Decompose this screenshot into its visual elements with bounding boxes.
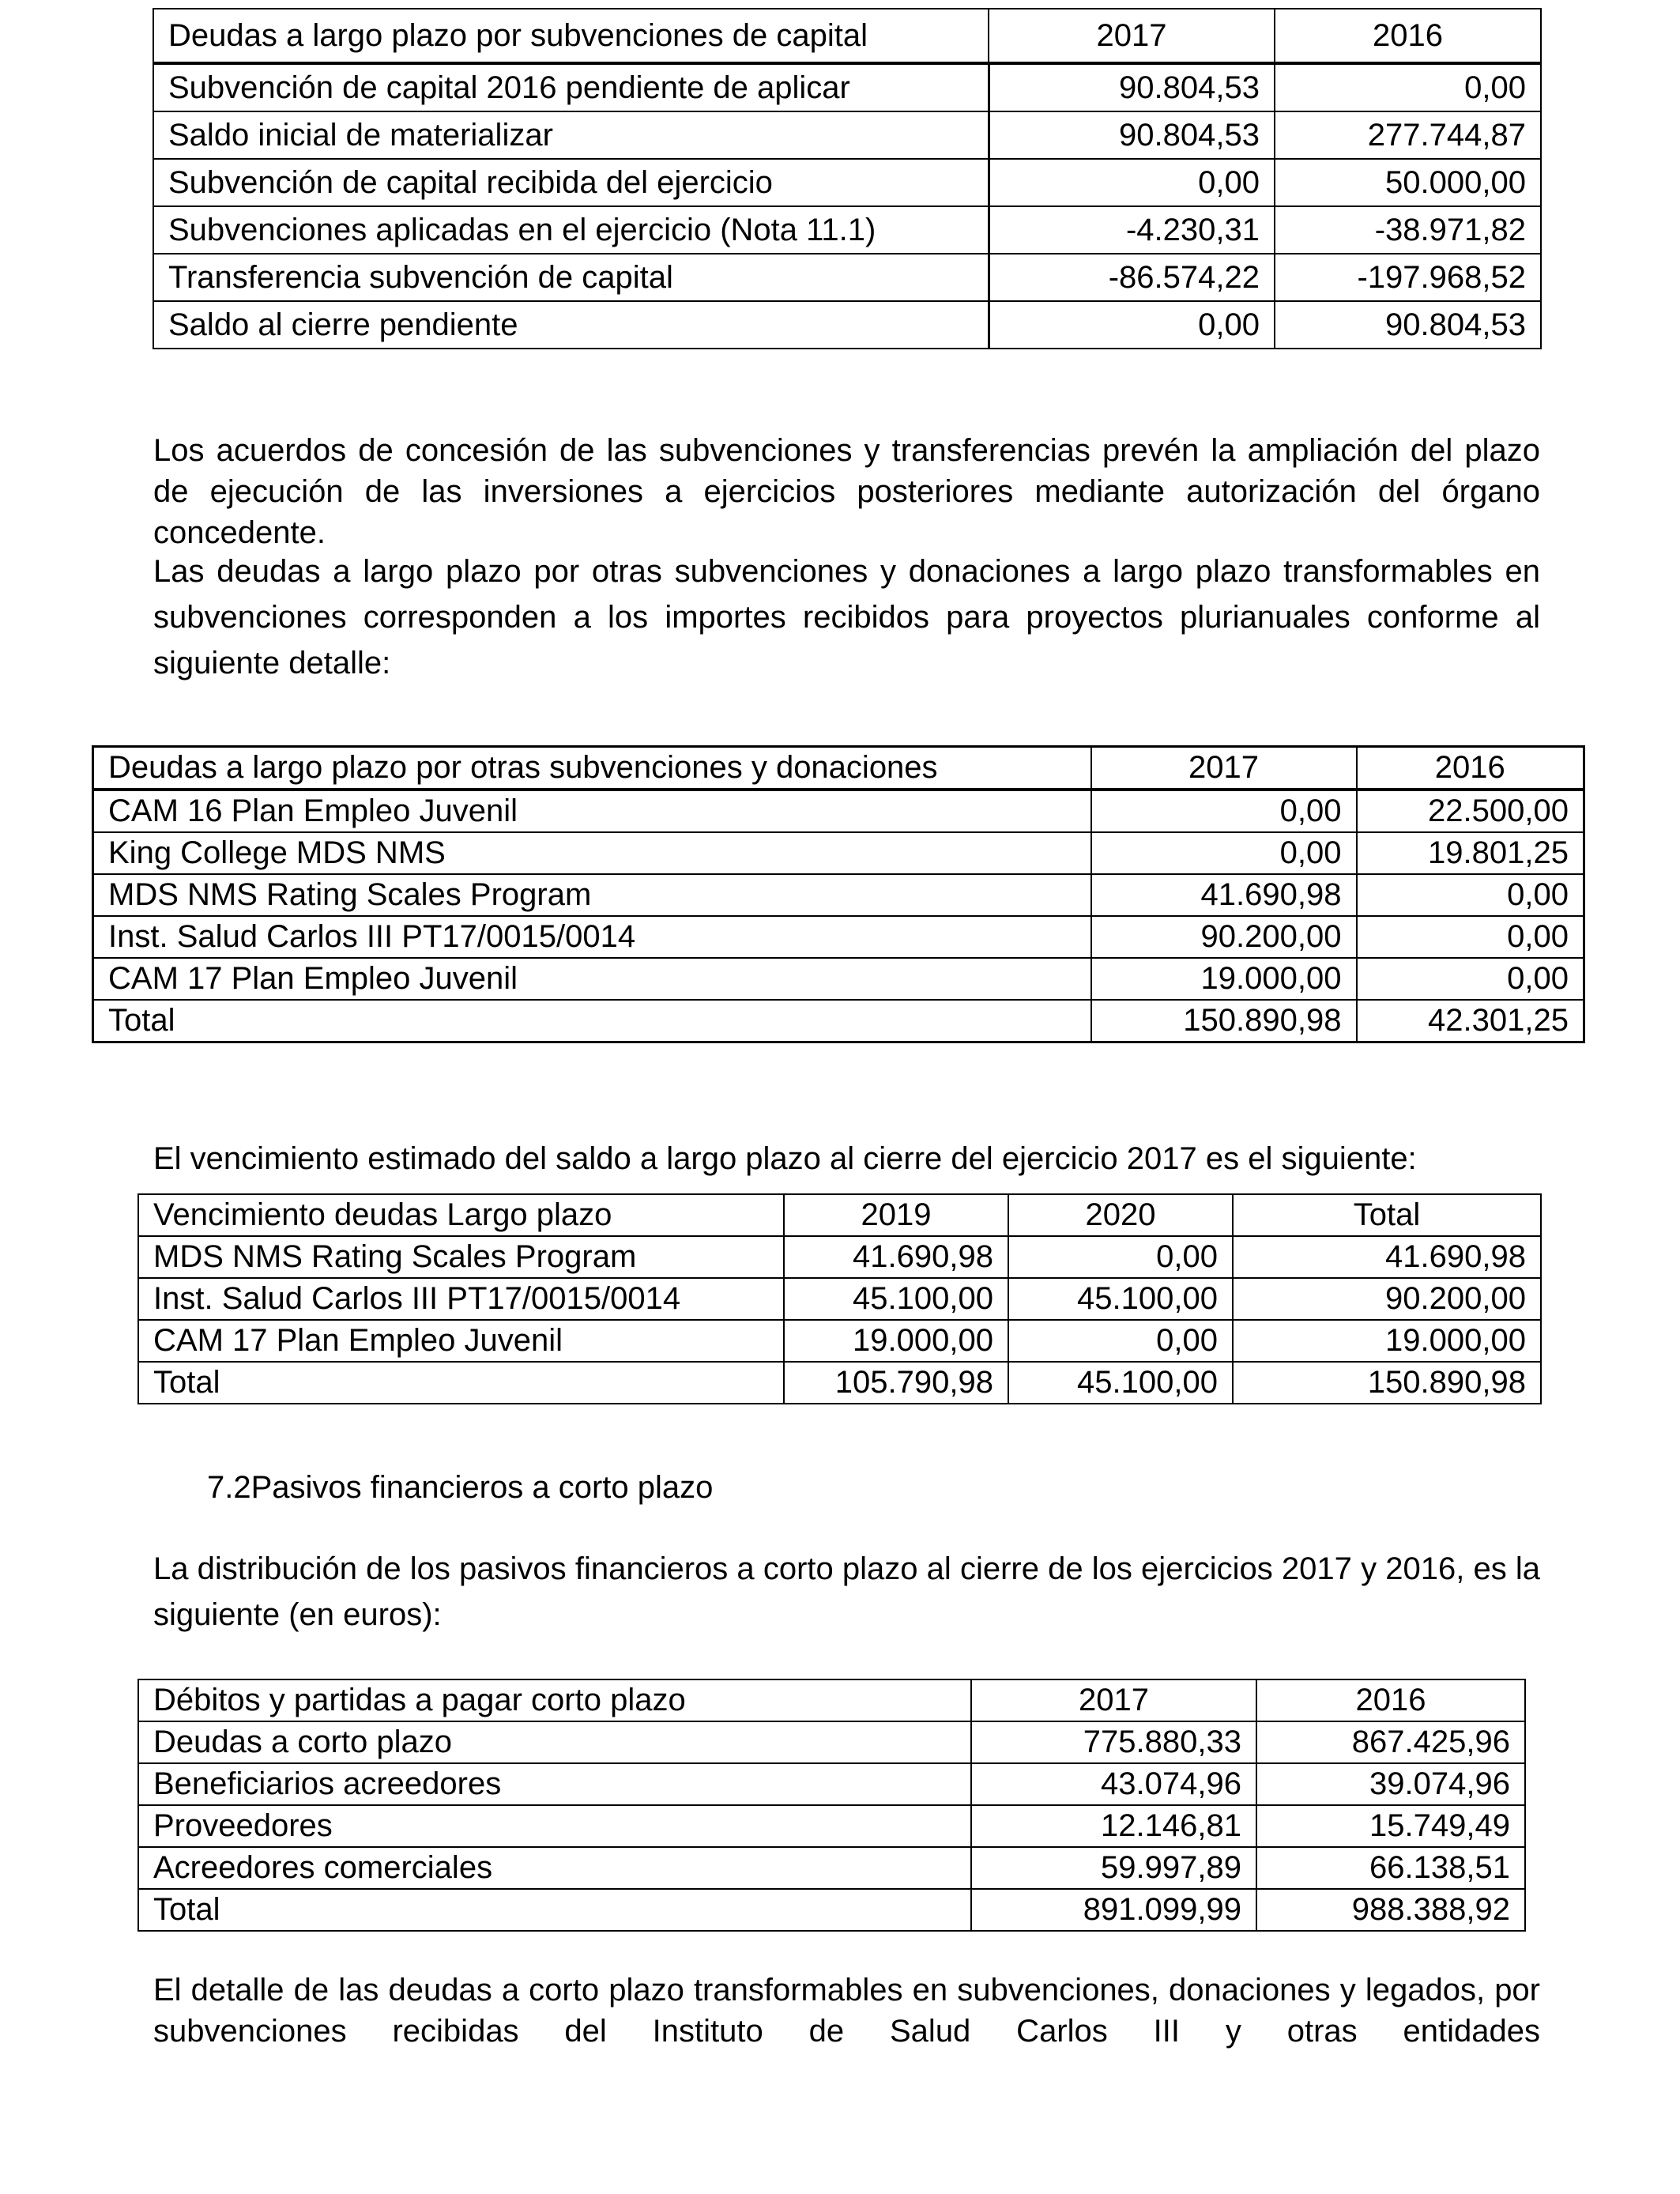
value-cell: 0,00 (1091, 790, 1357, 832)
header-cell: 2017 (989, 9, 1275, 63)
table-row (93, 874, 1584, 916)
table-row (93, 832, 1584, 874)
table-header-row (153, 9, 1541, 63)
value-cell: 22.500,00 (1357, 790, 1584, 832)
value-cell: 12.146,81 (971, 1805, 1256, 1847)
table-header-row (93, 747, 1584, 790)
value-cell: -197.968,52 (1275, 254, 1541, 301)
value-cell: 45.100,00 (1008, 1278, 1233, 1320)
value-cell: 775.880,33 (971, 1721, 1256, 1763)
value-cell: 988.388,92 (1256, 1889, 1525, 1931)
value-cell: 59.997,89 (971, 1847, 1256, 1889)
row-label: Subvenciones aplicadas en el ejercicio (Nota 11.1) (153, 206, 989, 254)
header-cell: 2017 (1091, 747, 1357, 790)
value-cell: 150.890,98 (1091, 1000, 1357, 1042)
row-label: Inst. Salud Carlos III PT17/0015/0014 (93, 916, 1091, 958)
table-row (93, 916, 1584, 958)
value-cell: 19.000,00 (1233, 1320, 1541, 1362)
header-cell: Vencimiento deudas Largo plazo (138, 1194, 784, 1236)
value-cell: -86.574,22 (989, 254, 1275, 301)
header-cell: 2016 (1275, 9, 1541, 63)
table-row (138, 1278, 1541, 1320)
table-row (153, 206, 1541, 254)
row-label: Total (138, 1362, 784, 1404)
header-cell: Total (1233, 1194, 1541, 1236)
table-header-row (138, 1679, 1525, 1721)
table-row (153, 301, 1541, 349)
value-cell: 0,00 (1357, 916, 1584, 958)
row-label: Saldo al cierre pendiente (153, 301, 989, 349)
table-row (138, 1320, 1541, 1362)
table-row (153, 63, 1541, 111)
table-row (153, 111, 1541, 159)
table-row (93, 790, 1584, 832)
table-debitos-corto-plazo (137, 1679, 1526, 1932)
section-title: Pasivos financieros a corto plazo (250, 1470, 714, 1505)
row-label: Total (138, 1889, 971, 1931)
value-cell: 41.690,98 (1091, 874, 1357, 916)
value-cell: 0,00 (1008, 1236, 1233, 1278)
value-cell: 105.790,98 (784, 1362, 1008, 1404)
header-cell: Deudas a largo plazo por subvenciones de capital (153, 9, 989, 63)
table-otras-subvenciones (92, 745, 1585, 1043)
value-cell: 15.749,49 (1256, 1805, 1525, 1847)
header-cell: Deudas a largo plazo por otras subvenciones y donaciones (93, 747, 1091, 790)
table-row (93, 958, 1584, 1000)
value-cell: 19.000,00 (1091, 958, 1357, 1000)
table-row (138, 1721, 1525, 1763)
row-label: Transferencia subvención de capital (153, 254, 989, 301)
value-cell: 0,00 (1008, 1320, 1233, 1362)
table-row (153, 254, 1541, 301)
row-label: MDS NMS Rating Scales Program (93, 874, 1091, 916)
table-row (138, 1236, 1541, 1278)
value-cell: 0,00 (1357, 874, 1584, 916)
value-cell: 43.074,96 (971, 1763, 1256, 1805)
row-label: Subvención de capital 2016 pendiente de aplicar (153, 63, 989, 111)
value-cell: 90.804,53 (989, 111, 1275, 159)
value-cell: 19.000,00 (784, 1320, 1008, 1362)
section-heading (207, 1470, 713, 1506)
paragraph-ampliacion-plazo: Los acuerdos de concesión de las subvenciones y transferencias prevén la ampliación del plazo de ejecución de las inversiones a ejercicios posteriores mediante autorización del órgano concedente. (153, 433, 1540, 550)
value-cell: 45.100,00 (784, 1278, 1008, 1320)
table-row (153, 159, 1541, 206)
row-label: Subvención de capital recibida del ejercicio (153, 159, 989, 206)
row-label: CAM 16 Plan Empleo Juvenil (93, 790, 1091, 832)
value-cell: 45.100,00 (1008, 1362, 1233, 1404)
row-label: Deudas a corto plazo (138, 1721, 971, 1763)
table-row (138, 1362, 1541, 1404)
section-number: 7.2 (207, 1470, 251, 1505)
row-label: Proveedores (138, 1805, 971, 1847)
table-row (138, 1805, 1525, 1847)
value-cell: 50.000,00 (1275, 159, 1541, 206)
value-cell: 19.801,25 (1357, 832, 1584, 874)
paragraph-detalle-deudas: El detalle de las deudas a corto plazo transformables en subvenciones, donaciones y legados, por subvenciones recibidas del Instituto de Salud Carlos III y otras entidades (153, 1973, 1540, 2049)
value-cell: 0,00 (989, 301, 1275, 349)
value-cell: 41.690,98 (784, 1236, 1008, 1278)
value-cell: 90.200,00 (1233, 1278, 1541, 1320)
header-cell: 2020 (1008, 1194, 1233, 1236)
header-cell: 2019 (784, 1194, 1008, 1236)
value-cell: 90.200,00 (1091, 916, 1357, 958)
value-cell: -4.230,31 (989, 206, 1275, 254)
row-label: King College MDS NMS (93, 832, 1091, 874)
value-cell: 90.804,53 (989, 63, 1275, 111)
row-label: Inst. Salud Carlos III PT17/0015/0014 (138, 1278, 784, 1320)
value-cell: 0,00 (1275, 63, 1541, 111)
value-cell: 90.804,53 (1275, 301, 1541, 349)
table-row (138, 1847, 1525, 1889)
header-cell: 2016 (1357, 747, 1584, 790)
row-label: Acreedores comerciales (138, 1847, 971, 1889)
paragraph-distribucion: La distribución de los pasivos financieros a corto plazo al cierre de los ejercicios 2017 y 2016, es la siguiente (en euros): (153, 1551, 1540, 1632)
header-cell: 2016 (1256, 1679, 1525, 1721)
value-cell: 39.074,96 (1256, 1763, 1525, 1805)
value-cell: 277.744,87 (1275, 111, 1541, 159)
value-cell: 0,00 (1357, 958, 1584, 1000)
value-cell: 41.690,98 (1233, 1236, 1541, 1278)
value-cell: 42.301,25 (1357, 1000, 1584, 1042)
paragraph-vencimiento: El vencimiento estimado del saldo a largo plazo al cierre del ejercicio 2017 es el siguiente: (153, 1141, 1417, 1176)
value-cell: 867.425,96 (1256, 1721, 1525, 1763)
row-label: Saldo inicial de materializar (153, 111, 989, 159)
header-cell: 2017 (971, 1679, 1256, 1721)
row-label: Total (93, 1000, 1091, 1042)
value-cell: 0,00 (989, 159, 1275, 206)
row-label: Beneficiarios acreedores (138, 1763, 971, 1805)
table-row (93, 1000, 1584, 1042)
table-row (138, 1763, 1525, 1805)
value-cell: -38.971,82 (1275, 206, 1541, 254)
row-label: CAM 17 Plan Empleo Juvenil (138, 1320, 784, 1362)
value-cell: 0,00 (1091, 832, 1357, 874)
value-cell: 66.138,51 (1256, 1847, 1525, 1889)
header-cell: Débitos y partidas a pagar corto plazo (138, 1679, 971, 1721)
row-label: CAM 17 Plan Empleo Juvenil (93, 958, 1091, 1000)
paragraph-otras-subvenciones: Las deudas a largo plazo por otras subvenciones y donaciones a largo plazo transformables en subvenciones corresponden a los importes recibidos para proyectos plurianuales conforme al siguiente detalle: (153, 554, 1540, 680)
value-cell: 150.890,98 (1233, 1362, 1541, 1404)
table-row (138, 1889, 1525, 1931)
table-header-row (138, 1194, 1541, 1236)
table-vencimiento (137, 1193, 1542, 1404)
table-subvenciones-capital (153, 8, 1542, 349)
value-cell: 891.099,99 (971, 1889, 1256, 1931)
row-label: MDS NMS Rating Scales Program (138, 1236, 784, 1278)
